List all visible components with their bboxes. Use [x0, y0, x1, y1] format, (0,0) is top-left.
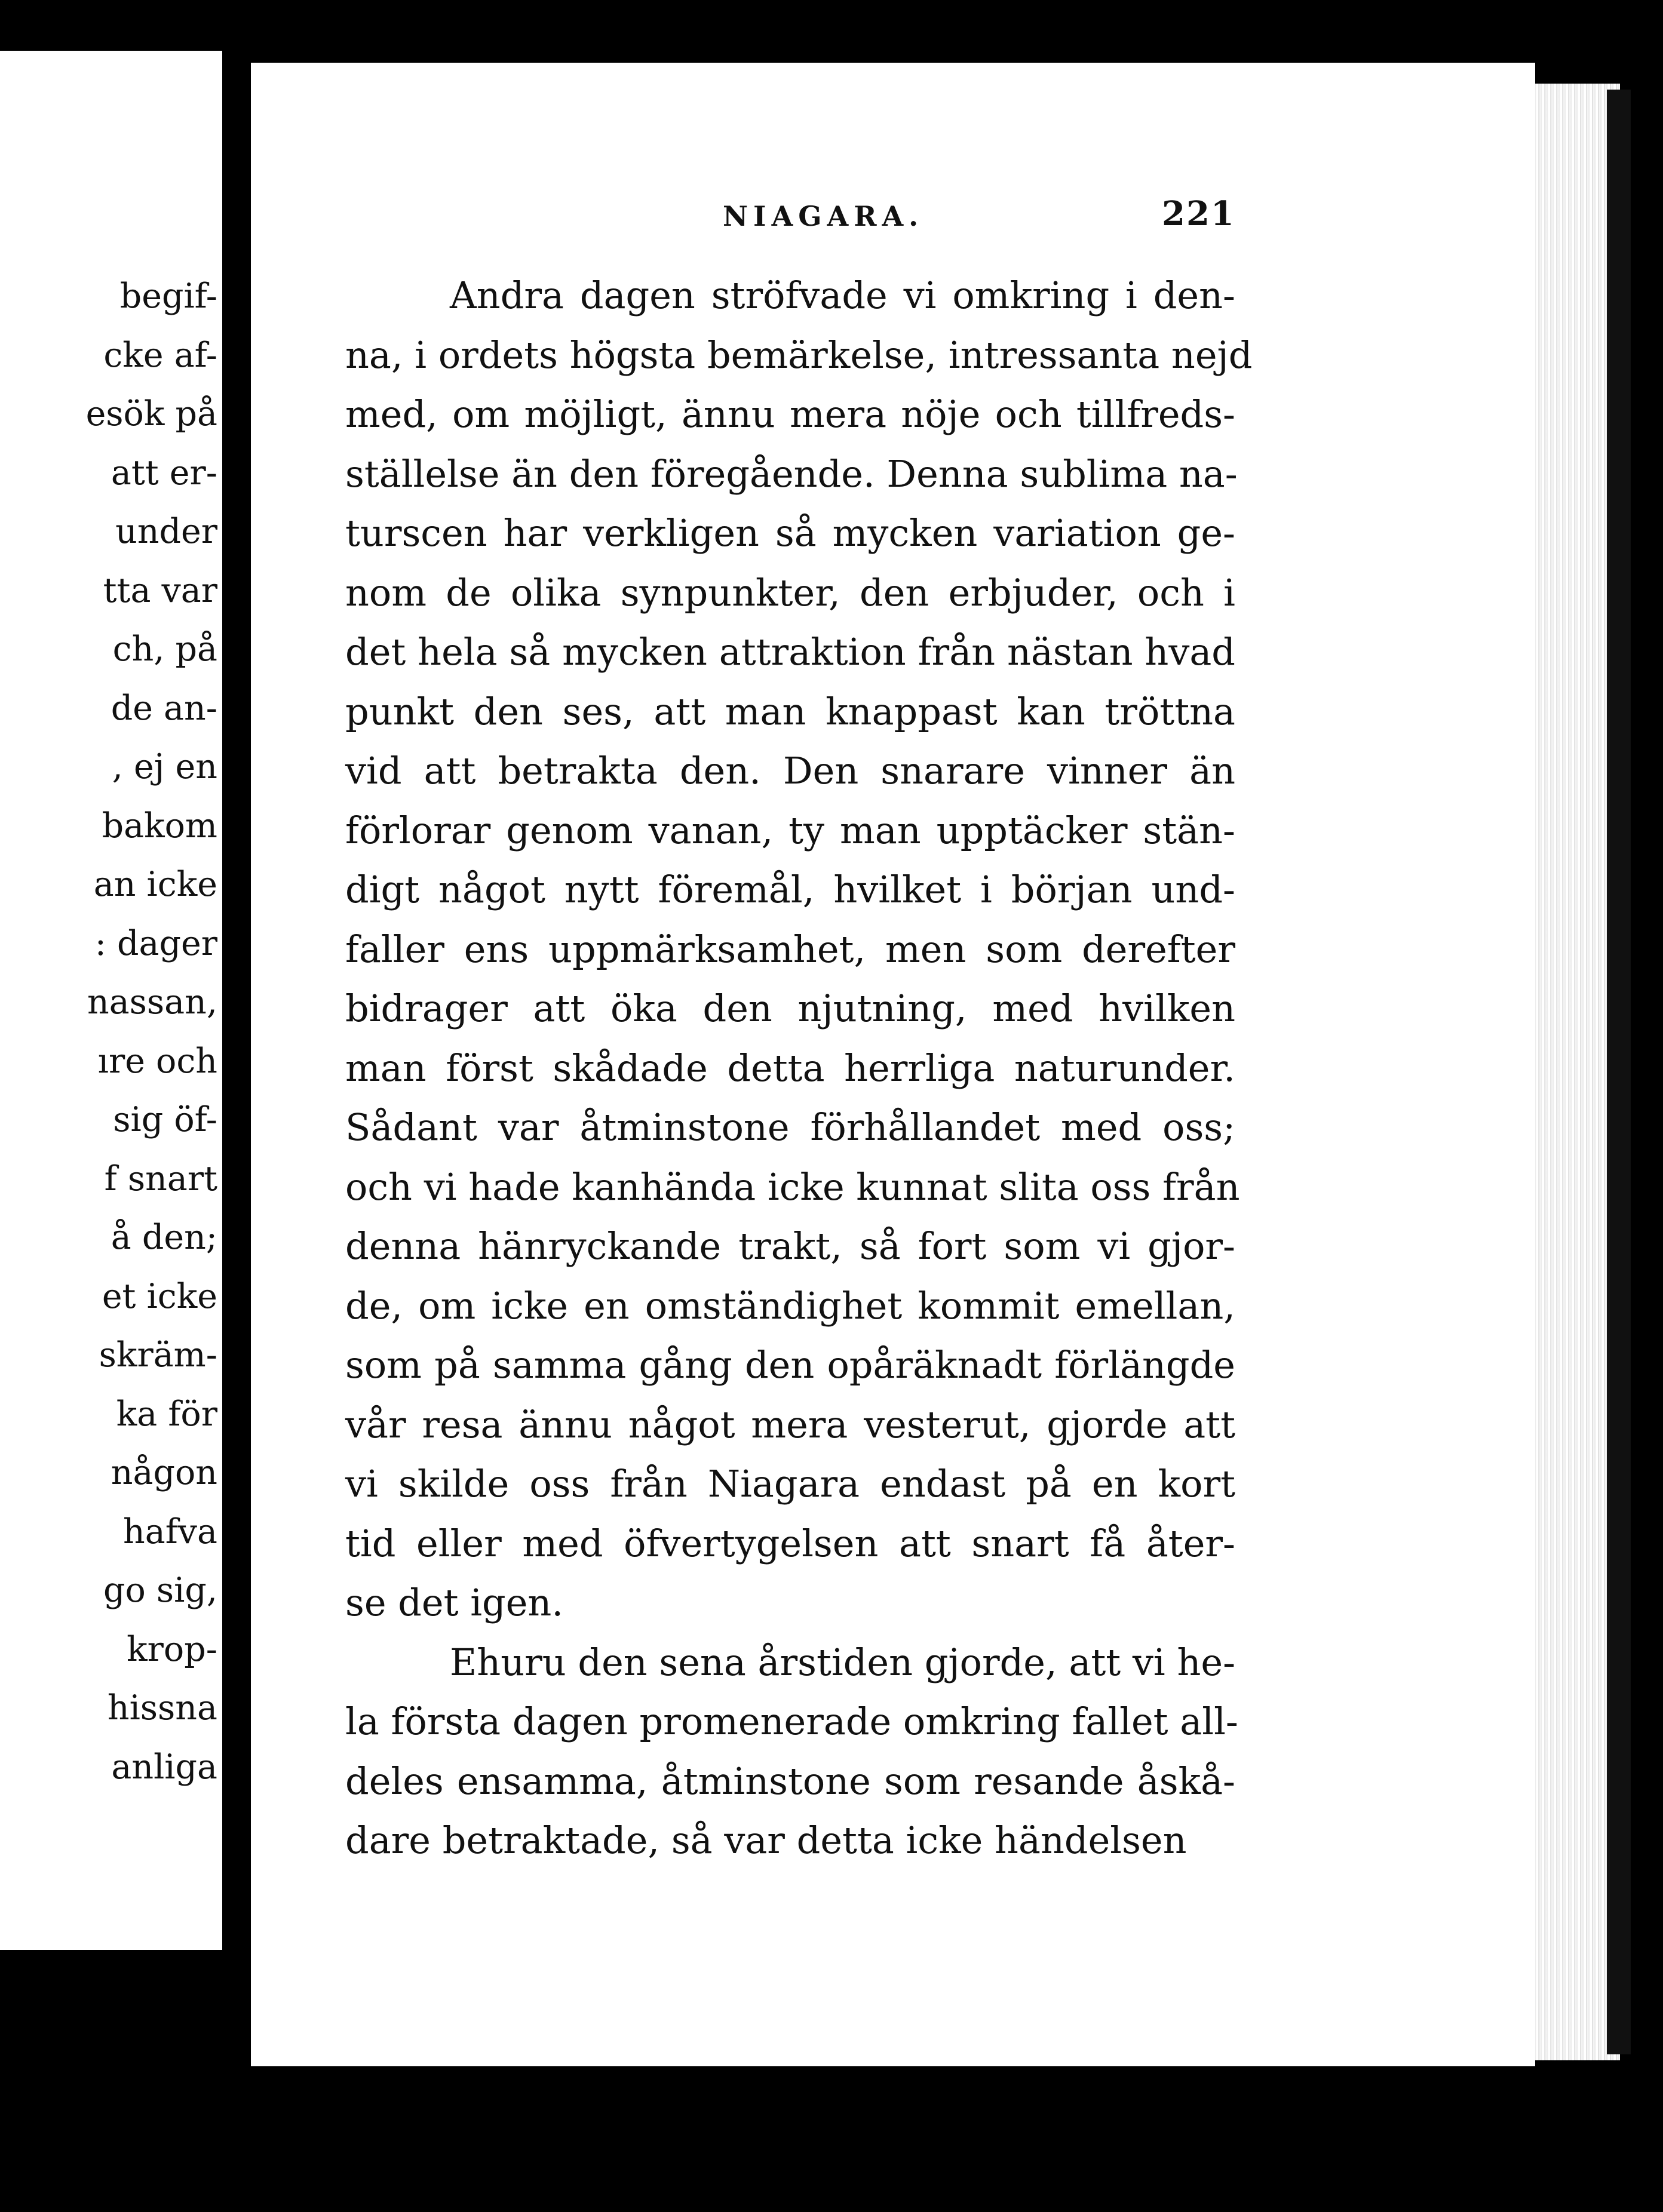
- text-line: ställelse än den föregående. Denna sublima na-: [345, 451, 1238, 496]
- previous-page-line: bakom: [102, 806, 217, 846]
- body-text: [345, 266, 1253, 1870]
- text-line: Sådant var åtminstone förhållandet med oss;: [345, 1105, 1235, 1149]
- text-line: turscen har verkligen så mycken variation ge-: [345, 511, 1235, 555]
- previous-page-line: sig öf-: [113, 1100, 217, 1139]
- text-line: vid att betrakta den. Den snarare vinner än: [345, 749, 1235, 792]
- previous-page-line: ka för: [116, 1394, 217, 1434]
- previous-page-line: , ej en: [112, 747, 217, 787]
- text-line: punkt den ses, att man knappast kan tröttna: [345, 689, 1235, 733]
- previous-page-line: anliga: [111, 1747, 217, 1787]
- previous-page-line: skräm-: [99, 1335, 217, 1375]
- text-line: deles ensamma, åtminstone som resande åskå-: [345, 1759, 1235, 1803]
- text-line: denna hänryckande trakt, så fort som vi gjor-: [345, 1224, 1235, 1268]
- text-line: med, om möjligt, ännu mera nöje och tillfreds-: [345, 392, 1235, 436]
- page-number: 221: [1162, 194, 1235, 234]
- text-line: vår resa ännu något mera vesterut, gjorde att: [345, 1402, 1235, 1446]
- text-line: digt något nytt föremål, hvilket i början und-: [345, 868, 1235, 911]
- text-line: tid eller med öfvertygelsen att snart få åter-: [345, 1521, 1235, 1565]
- text-line: man först skådade detta herrliga naturunder.: [345, 1046, 1235, 1090]
- previous-page-line: under: [115, 512, 217, 551]
- previous-page-line: att er-: [111, 453, 217, 493]
- text-line: Andra dagen ströfvade vi omkring i den-: [450, 274, 1235, 317]
- text-line: faller ens uppmärksamhet, men som derefter: [345, 927, 1235, 971]
- book-gutter: [222, 51, 240, 1950]
- text-line: nom de olika synpunkter, den erbjuder, och i: [345, 570, 1235, 615]
- previous-page-line: go sig,: [103, 1571, 217, 1610]
- previous-page-line: begif-: [119, 276, 217, 316]
- text-line: dare betraktade, så var detta icke händelsen: [345, 1818, 1187, 1862]
- previous-page: [0, 51, 222, 1950]
- text-line: som på samma gång den opåräknadt förlängde: [345, 1343, 1235, 1387]
- previous-page-line: de an-: [111, 688, 217, 728]
- text-line: Ehuru den sena årstiden gjorde, att vi he-: [450, 1640, 1236, 1684]
- previous-page-line: å den;: [111, 1218, 217, 1257]
- previous-page-line: krop-: [127, 1629, 217, 1669]
- text-line: de, om icke en omständighet kommit emellan,: [345, 1283, 1235, 1328]
- paragraph: [345, 1633, 1238, 1870]
- previous-page-text: [86, 267, 217, 1796]
- text-line: vi skilde oss från Niagara endast på en kort: [345, 1462, 1235, 1506]
- text-line: förlorar genom vanan, ty man upptäcker stän-: [345, 808, 1235, 852]
- previous-page-line: ch, på: [112, 629, 217, 669]
- previous-page-line: nassan,: [87, 982, 217, 1022]
- previous-page-line: tta var: [103, 570, 217, 610]
- previous-page-line: cke af-: [103, 335, 217, 375]
- running-head: NIAGARA.: [723, 200, 924, 232]
- previous-page-line: ıre och: [97, 1041, 217, 1081]
- previous-page-line: an icke: [93, 865, 217, 904]
- previous-page-line: hafva: [123, 1511, 217, 1552]
- text-line: la första dagen promenerade omkring fallet all-: [345, 1700, 1238, 1743]
- text-line: och vi hade kanhända icke kunnat slita oss från: [345, 1165, 1240, 1209]
- text-line: bidrager att öka den njutning, med hvilken: [345, 987, 1235, 1030]
- text-line: det hela så mycken attraktion från nästan hvad: [345, 630, 1235, 674]
- text-line: na, i ordets högsta bemärkelse, intressanta nejd: [345, 333, 1253, 377]
- previous-page-line: någon: [111, 1453, 217, 1492]
- previous-page-line: f snart: [104, 1159, 217, 1199]
- paragraph: [345, 266, 1253, 1633]
- previous-page-line: : dager: [94, 923, 217, 963]
- text-line: se det igen.: [345, 1581, 564, 1624]
- book-edge-shadow: [1607, 90, 1631, 2054]
- previous-page-line: esök på: [85, 394, 217, 434]
- previous-page-line: et icke: [102, 1276, 217, 1316]
- previous-page-line: hissna: [107, 1688, 217, 1728]
